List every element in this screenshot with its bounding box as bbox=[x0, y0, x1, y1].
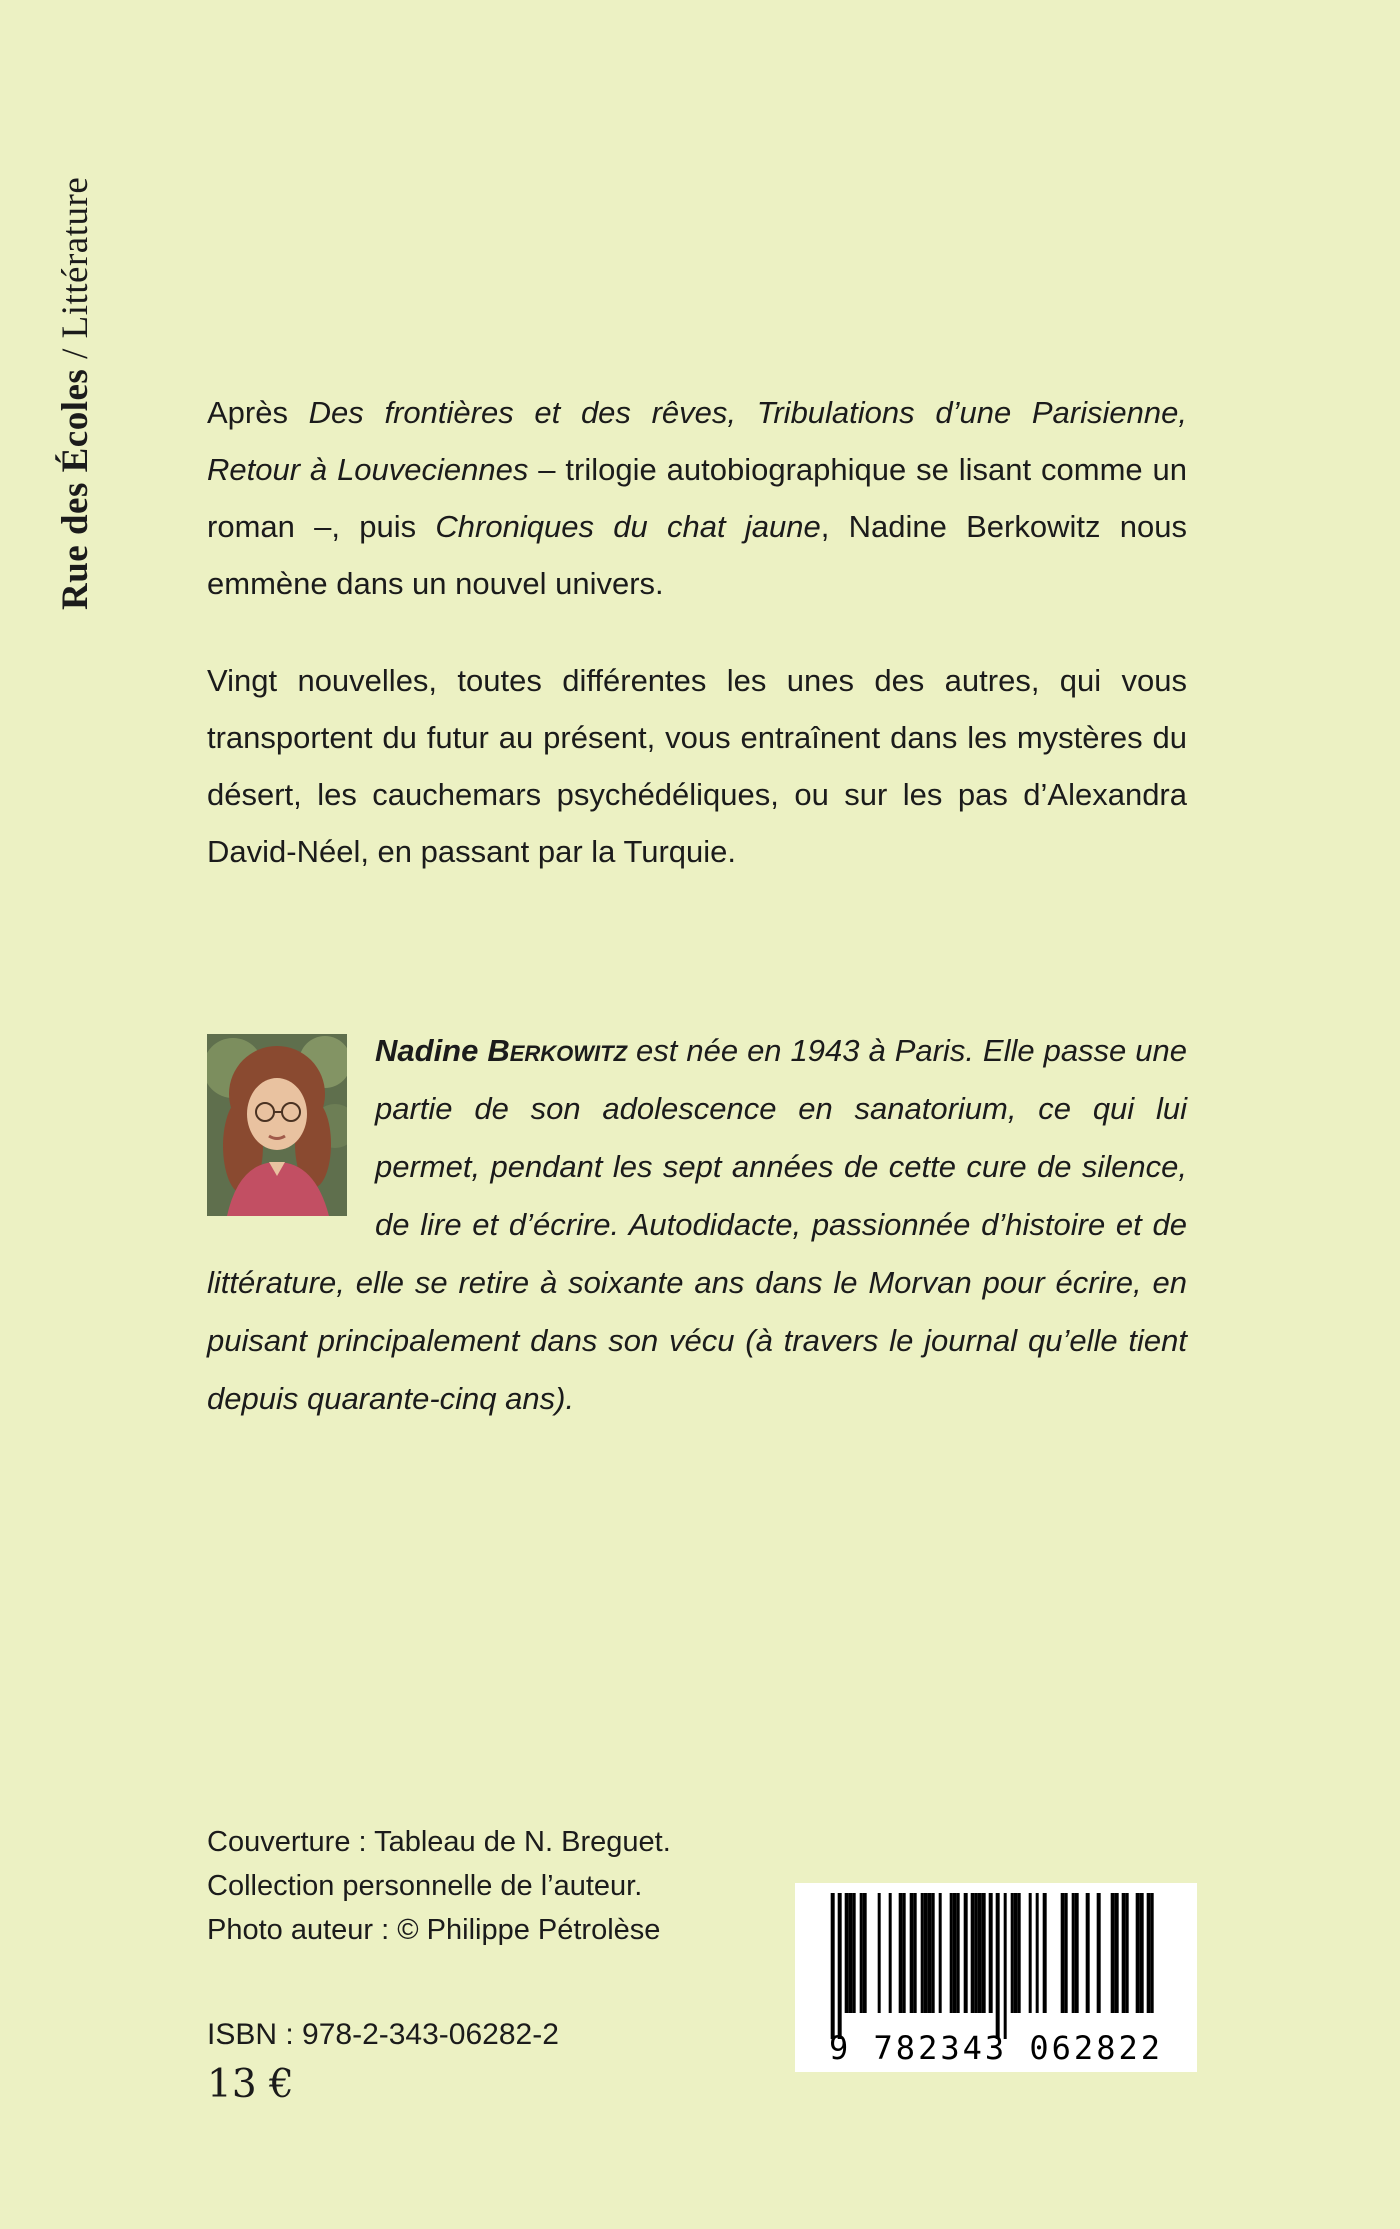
author-photo bbox=[207, 1034, 347, 1216]
text-segment: Après bbox=[207, 395, 309, 430]
text-segment: , Nadine Berkowitz nous emmène dans un nouvel univers. bbox=[207, 509, 1187, 601]
text-segment: Berkowitz bbox=[487, 1033, 628, 1068]
text-segment: est née en 1943 à Paris. Elle passe une partie de son adolescence en sanatorium, ce qui lui permet, pendant les sept années de cette cure de silence, de lire et d’écrire. Autodidacte, passionnée d’histoire et de littérature, elle se retire à soixante ans dans le Morvan pour écrire, en puisant principalement dans son vécu (à travers le journal qu’elle tient depuis quarante-cinq ans). bbox=[207, 1033, 1188, 1416]
text-segment: Des frontières et des rêves, Tribulations d’une Parisienne, Retour à Louveciennes bbox=[207, 395, 1187, 487]
text-segment: Nadine bbox=[375, 1033, 488, 1068]
text-segment: Vingt nouvelles, toutes différentes les unes des autres, qui vous transportent du futur au présent, vous entraînent dans les mystères du désert, les cauchemars psychédéliques, ou sur les pas d’Alexandra David-Néel, en passant par la Turquie. bbox=[207, 663, 1187, 869]
collection-name: Rue des Écoles bbox=[55, 368, 96, 610]
barcode bbox=[795, 1883, 1197, 2072]
barcode-digits: 9 782343 062822 bbox=[829, 2029, 1163, 2067]
author-bio-text bbox=[207, 1022, 1187, 1428]
text-segment: Chroniques du chat jaune bbox=[435, 509, 821, 544]
price-label: 13 € bbox=[207, 2062, 294, 2107]
barcode-module bbox=[1158, 1893, 1162, 2013]
barcode-bars bbox=[831, 1893, 1162, 2039]
credit-line-collection: Collection personnelle de l’auteur. bbox=[207, 1870, 643, 1902]
collection-genre: / Littérature bbox=[55, 176, 96, 369]
credit-line-cover: Couverture : Tableau de N. Breguet. bbox=[207, 1826, 671, 1858]
credit-line-photo: Photo auteur : © Philippe Pétrolèse bbox=[207, 1914, 661, 1946]
isbn-line: ISBN : 978-2-343-06282-2 bbox=[207, 2018, 559, 2051]
synopsis-paragraph bbox=[207, 652, 1187, 880]
intro-paragraph bbox=[207, 384, 1187, 612]
text-segment: – trilogie autobiographique se lisant comme un roman –, puis bbox=[207, 452, 1188, 544]
author-photo-image bbox=[207, 1034, 347, 1216]
credits-block bbox=[207, 1820, 671, 1952]
collection-spine-label bbox=[54, 177, 97, 610]
